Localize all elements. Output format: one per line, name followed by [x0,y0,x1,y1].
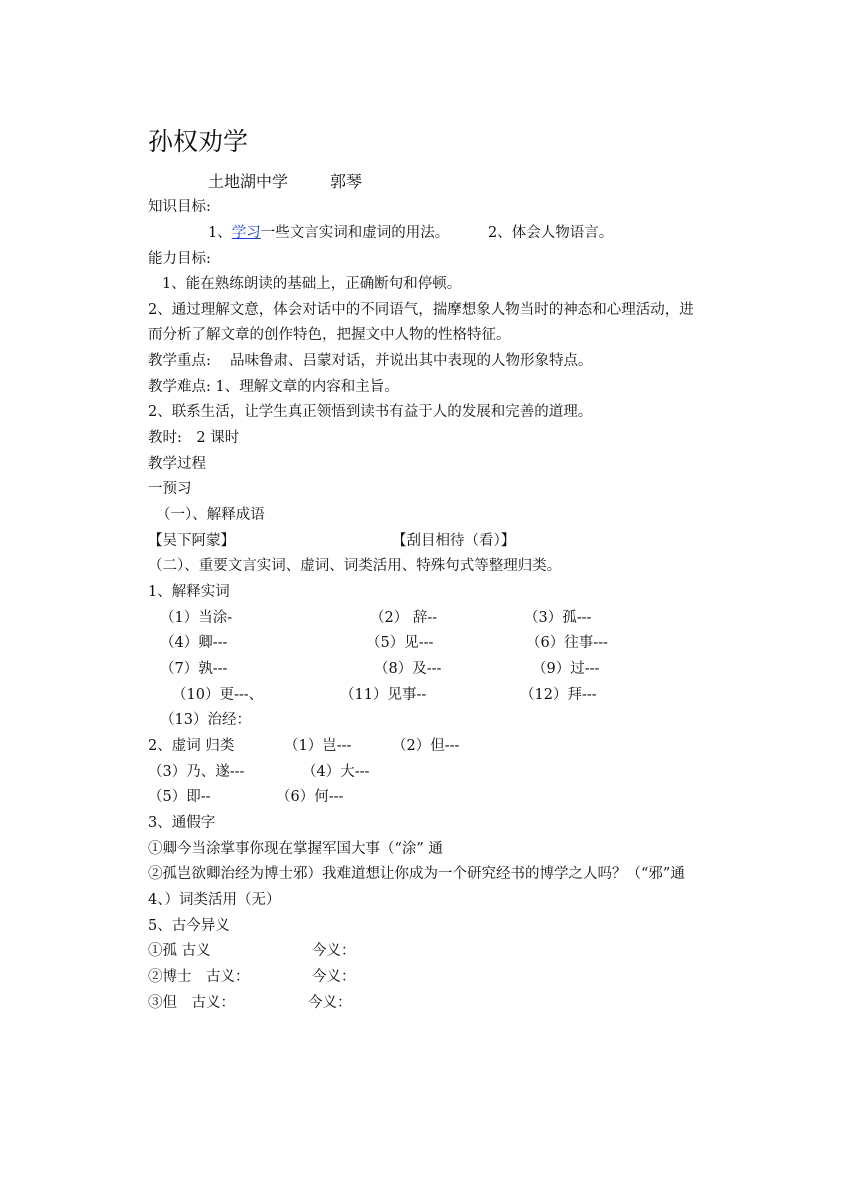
word-class-heading: 4、）词类活用（无） [148,892,281,908]
ancient-word: ③但 古义： [148,995,235,1011]
ability-goal-2-line1: 2、通过理解文意，体会对话中的不同语气，揣摩想象人物当时的神态和心理活动，进 [148,302,694,318]
ability-goal-2-line2: 而分析了解文章的创作特色，把握文中人物的性格特征。 [148,327,511,343]
knowledge-goal-1 [208,222,449,244]
function-word: （3）乃、遂--- [148,764,245,780]
study-link[interactable]: 学习 [231,225,261,241]
section-idioms: （一）、解释成语 [156,507,265,523]
content-word: （12）拜--- [520,687,597,703]
content-word: （3）孤--- [524,610,592,626]
content-word: （11）见事-- [340,687,427,703]
function-word: （5）即-- [148,789,211,805]
knowledge-goal-1-rest: 一些文言实词和虚词的用法。 [260,225,450,241]
function-words-heading: 2、虚词 归类 [148,738,235,754]
content-word: （8）及--- [374,661,442,677]
content-word: （13）治经： [160,712,251,728]
difficulty-2: 2、联系生活，让学生真正领悟到读书有益于人的发展和完善的道理。 [148,404,593,420]
content-word: （10）更---、 [172,687,264,703]
knowledge-goal-2: 2、体会人物语言。 [488,225,614,241]
author-school: 土地湖中学 [208,172,289,191]
content-word: （9）过--- [532,661,600,677]
idiom-2: 【刮目相待（看）】 [392,533,516,549]
content-word: （7）孰--- [160,661,228,677]
ancient-word: ②博士 古义： [148,969,250,985]
ability-goal-1: 1、能在熟练朗读的基础上，正确断句和停顿。 [162,276,462,292]
content-word: （4）卿--- [160,635,228,651]
preview-heading: 一预习 [148,481,192,497]
document-title: 孙权劝学 [148,127,249,156]
tongjia-1: ①卿今当涂掌事你现在掌握军国大事（“涂” 通 [148,841,443,857]
process-heading: 教学过程 [148,456,206,472]
modern-meaning-label: 今义： [312,969,356,985]
function-word: （4）大--- [302,764,370,780]
content-word: （6）往事--- [526,635,608,651]
tongjia-heading: 3、通假字 [148,815,216,831]
modern-meaning-label: 今义： [308,995,352,1011]
author-name: 郭琴 [330,172,363,191]
section-sorting: （二）、重要文言实词、虚词、词类活用、特殊句式等整理归类。 [148,558,562,574]
knowledge-goal-heading: 知识目标: [148,199,211,215]
function-word: （2）但--- [392,738,460,754]
function-word: （6）何--- [276,789,344,805]
ability-goal-heading: 能力目标: [148,251,211,267]
content-word: （2） 辞-- [370,610,438,626]
knowledge-goal-1-prefix: 1、 [208,225,232,241]
key-point: 教学重点: 品味鲁肃、吕蒙对话，并说出其中表现的人物形象特点。 [148,353,593,369]
modern-meaning-label: 今义： [312,943,356,959]
ancient-modern-heading: 5、古今异义 [148,918,230,934]
ancient-word: ①孤 古义 [148,943,211,959]
tongjia-2: ②孤岂欲卿治经为博士邪）我难道想让你成为一个研究经书的博学之人吗？（“邪”通 [148,866,685,882]
difficulty-1: 教学难点: 1、理解文章的内容和主旨。 [148,379,399,395]
function-word: （1）岂--- [284,738,352,754]
idiom-1: 【吴下阿蒙】 [148,533,235,549]
content-words-heading: 1、解释实词 [148,584,230,600]
class-hours: 教时: 2 课时 [148,430,240,446]
content-word: （5）见--- [366,635,434,651]
content-word: （1）当涂- [160,610,233,626]
